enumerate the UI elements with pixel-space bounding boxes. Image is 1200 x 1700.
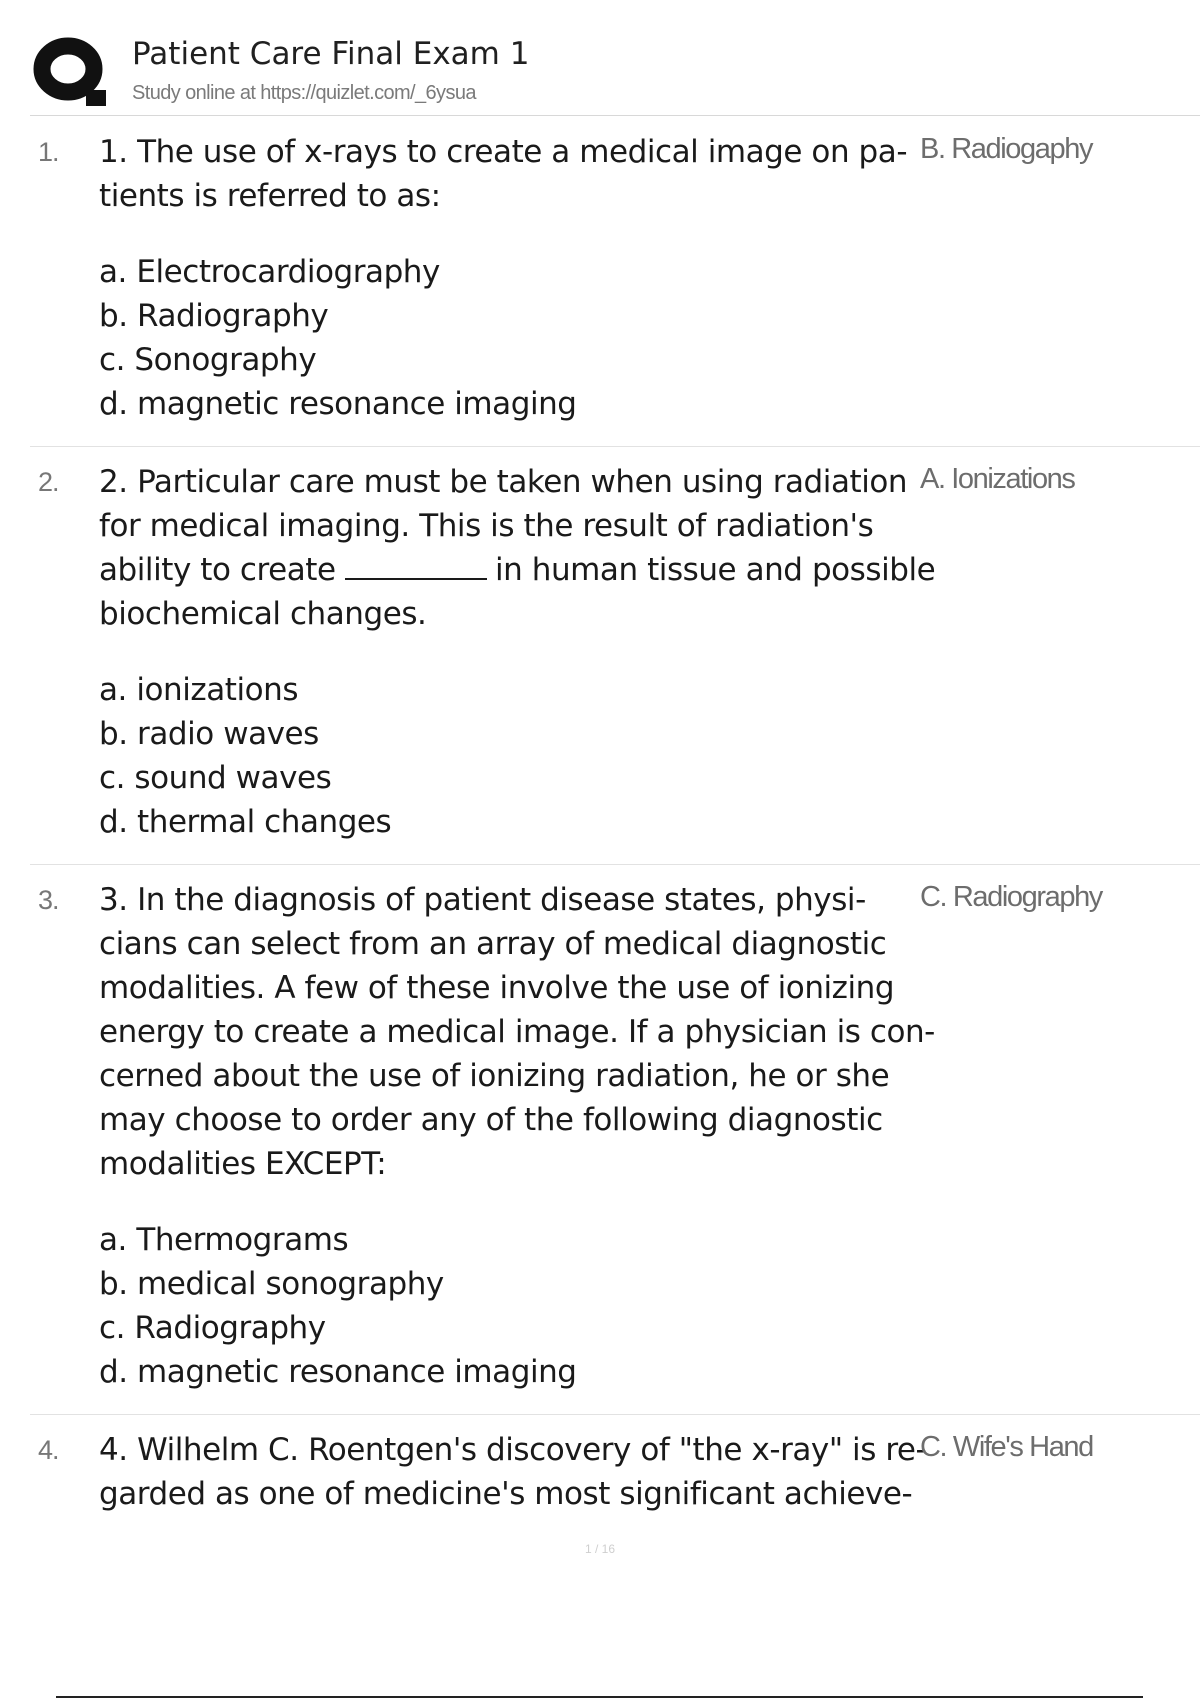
option-d: d. magnetic resonance imaging [99,386,577,422]
option-list [99,250,944,426]
question-text [99,460,944,636]
question-item [30,1415,1200,1536]
option-c: c. Radiography [99,1310,326,1346]
question-text-after-blank: in human tissue and possible biochemical changes. [99,552,936,632]
option-d: d. magnetic resonance imaging [99,1354,577,1390]
answer-text: C. Wife's Hand [920,1431,1093,1463]
answer-text: C. Radiography [920,881,1102,913]
option-c: c. sound waves [99,760,332,796]
page-number: 1 / 16 [584,1542,616,1556]
question-item [30,447,1200,865]
option-a: a. Electrocardiography [99,254,440,290]
option-b: b. medical sonography [99,1266,444,1302]
question-item [30,117,1200,447]
option-d: d. thermal changes [99,804,392,840]
option-c: c. Sonography [99,342,317,378]
option-list [99,1218,944,1394]
document-title: Patient Care Final Exam 1 [132,36,530,72]
question-block [99,117,944,446]
question-block [99,1415,944,1536]
footer-divider [56,1696,1143,1698]
question-text-before-blank: 2. Particular care must be taken when using radiation for medical imaging. This is the result of radiation's ability to create [99,464,908,588]
question-block [99,447,944,864]
item-number: 3. [38,885,59,915]
study-online-link[interactable]: Study online at https://quizlet.com/_6ysua [132,82,476,104]
answer-text: B. Radiogaphy [920,133,1093,165]
question-text: 1. The use of x-rays to create a medical image on pa- tients is referred to as: [99,134,908,214]
question-text: 4. Wilhelm C. Roentgen's discovery of "the x-ray" is re- garded as one of medicine's most significant achieve- [99,1432,927,1512]
option-b: b. Radiography [99,298,329,334]
question-list [30,117,1200,1536]
item-number: 4. [38,1435,59,1465]
option-a: a. ionizations [99,672,299,708]
question-text: 3. In the diagnosis of patient disease states, physi- cians can select from an array of medical diagnostic modalities. A few of these involve the use of ionizing energy to create a medical image. If a physician is con- cerned about the use of ionizing radiation, he or she may choose to order any of the following diagnostic modalities EXCEPT: [99,882,935,1182]
answer-text: A. Ionizations [920,463,1075,495]
option-a: a. Thermograms [99,1222,349,1258]
fill-in-blank [345,556,487,580]
question-block [99,865,944,1414]
item-number: 2. [38,467,59,497]
question-item [30,865,1200,1415]
option-b: b. radio waves [99,716,319,752]
document-header [30,30,1200,116]
option-list [99,668,944,844]
quizlet-q-logo [30,32,110,112]
item-number: 1. [38,137,59,167]
